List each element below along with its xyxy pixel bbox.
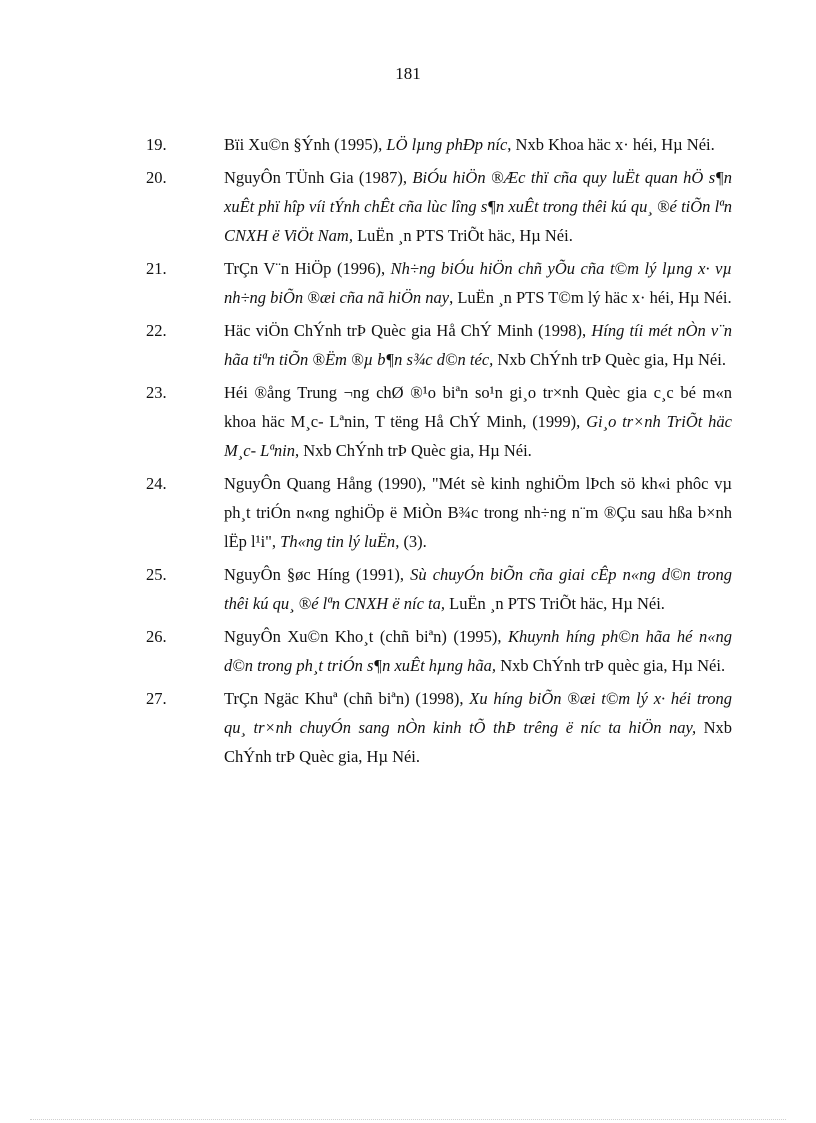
reference-text bbox=[224, 135, 715, 154]
reference-number: 23. bbox=[146, 383, 167, 402]
reference-text bbox=[224, 383, 732, 460]
reference-item bbox=[146, 378, 732, 465]
reference-author: Häc viÖn ChÝnh trÞ Quèc gia Hå ChÝ Minh (1998), bbox=[224, 321, 592, 340]
reference-title: BiÓu hiÖn ®Æc thï cña quy luËt quan hÖ s¶n xuÊt phï hîp víi tÝnh chÊt cña lùc lîng s¶n xuÊt trong thêi kú qu¸ ®é tiÕn lªn CNXH ë ViÖt Nam, bbox=[224, 168, 733, 245]
reference-author: NguyÔn Xu©n Kho¸t (chñ biªn) (1995), bbox=[224, 627, 509, 646]
reference-publisher: , LuËn ¸n PTS T©m lý häc x· héi, Hµ Néi. bbox=[449, 288, 732, 307]
page-number: 181 bbox=[395, 64, 421, 83]
reference-title: Nh÷ng biÓu hiÖn chñ yÕu cña t©m lý lµng x· vµ nh÷ng biÕn ®æi cña nã hiÖn nay bbox=[224, 259, 732, 307]
reference-item bbox=[146, 316, 732, 374]
reference-text bbox=[224, 627, 732, 675]
reference-text bbox=[224, 474, 732, 551]
reference-author: TrÇn V¨n HiÖp (1996), bbox=[224, 259, 391, 278]
reference-title: Th«ng tin lý luËn bbox=[280, 532, 396, 551]
reference-title: Sù chuyÓn biÕn cña giai cÊp n«ng d©n trong thêi kú qu¸ ®é lªn CNXH ë níc ta, bbox=[224, 565, 732, 613]
reference-title: Gi¸o tr×nh TriÕt häc M¸c- Lªnin bbox=[224, 412, 732, 460]
reference-publisher: Nxb ChÝnh trÞ Quèc gia, Hµ Néi. bbox=[224, 718, 732, 766]
reference-item bbox=[146, 130, 732, 159]
reference-text bbox=[224, 565, 732, 613]
reference-title: Xu híng biÕn ®æi t©m lý x· héi trong qu¸ tr×nh chuyÓn sang nÒn kinh tÕ thÞ trêng ë níc ta hiÖn nay, bbox=[224, 689, 733, 737]
reference-number: 20. bbox=[146, 168, 167, 187]
reference-publisher: , Nxb ChÝnh trÞ Quèc gia, Hµ Néi. bbox=[295, 441, 532, 460]
reference-list bbox=[146, 130, 732, 775]
reference-number: 22. bbox=[146, 321, 167, 340]
reference-number: 27. bbox=[146, 689, 167, 708]
reference-item bbox=[146, 469, 732, 556]
reference-title: Khuynh híng ph©n hãa hé n«ng d©n trong ph¸t triÓn s¶n xuÊt hµng hãa, bbox=[224, 627, 732, 675]
reference-number: 26. bbox=[146, 627, 167, 646]
reference-item bbox=[146, 254, 732, 312]
reference-item bbox=[146, 163, 732, 250]
reference-item bbox=[146, 560, 732, 618]
reference-text bbox=[224, 168, 732, 245]
reference-publisher: , (3). bbox=[395, 532, 427, 551]
reference-title: Híng tíi mét nÒn v¨n hãa tiªn tiÕn ®Ëm ®µ b¶n s¾c d©n téc, bbox=[224, 321, 732, 369]
reference-publisher: LuËn ¸n PTS TriÕt häc, Hµ Néi. bbox=[445, 594, 665, 613]
reference-text bbox=[224, 259, 732, 307]
page-bottom-divider bbox=[30, 1119, 786, 1120]
reference-title: LÖ lµng phÐp níc bbox=[386, 135, 508, 154]
reference-item bbox=[146, 684, 732, 771]
reference-number: 24. bbox=[146, 474, 167, 493]
reference-item bbox=[146, 622, 732, 680]
reference-author: NguyÔn §øc Híng (1991), bbox=[224, 565, 411, 584]
reference-author: Héi ®ång Trung ¬ng chØ ®¹o biªn so¹n gi¸o tr×nh Quèc gia c¸c bé m«n khoa häc M¸c- Lªnin, T tëng Hå ChÝ Minh, (1999), bbox=[224, 383, 732, 431]
reference-author: NguyÔn Quang Hång (1990), "Mét sè kinh nghiÖm lÞch sö kh«i phôc vµ ph¸t triÓn n«ng nghiÖp ë MiÒn B¾c trong nh÷ng n¨m ®Çu sau hßa b×nh lËp l¹i", bbox=[224, 474, 732, 551]
reference-number: 19. bbox=[146, 135, 167, 154]
reference-publisher: , Nxb Khoa häc x· héi, Hµ Néi. bbox=[507, 135, 715, 154]
reference-author: Bïi Xu©n §Ýnh (1995), bbox=[224, 135, 387, 154]
reference-author: NguyÔn TÜnh Gia (1987), bbox=[224, 168, 413, 187]
reference-publisher: LuËn ¸n PTS TriÕt häc, Hµ Néi. bbox=[352, 226, 573, 245]
reference-author: TrÇn Ngäc Khuª (chñ biªn) (1998), bbox=[224, 689, 470, 708]
reference-number: 21. bbox=[146, 259, 167, 278]
reference-publisher: Nxb ChÝnh trÞ Quèc gia, Hµ Néi. bbox=[493, 350, 726, 369]
reference-number: 25. bbox=[146, 565, 167, 584]
reference-text bbox=[224, 689, 732, 766]
reference-text bbox=[224, 321, 732, 369]
reference-publisher: Nxb ChÝnh trÞ quèc gia, Hµ Néi. bbox=[496, 656, 726, 675]
